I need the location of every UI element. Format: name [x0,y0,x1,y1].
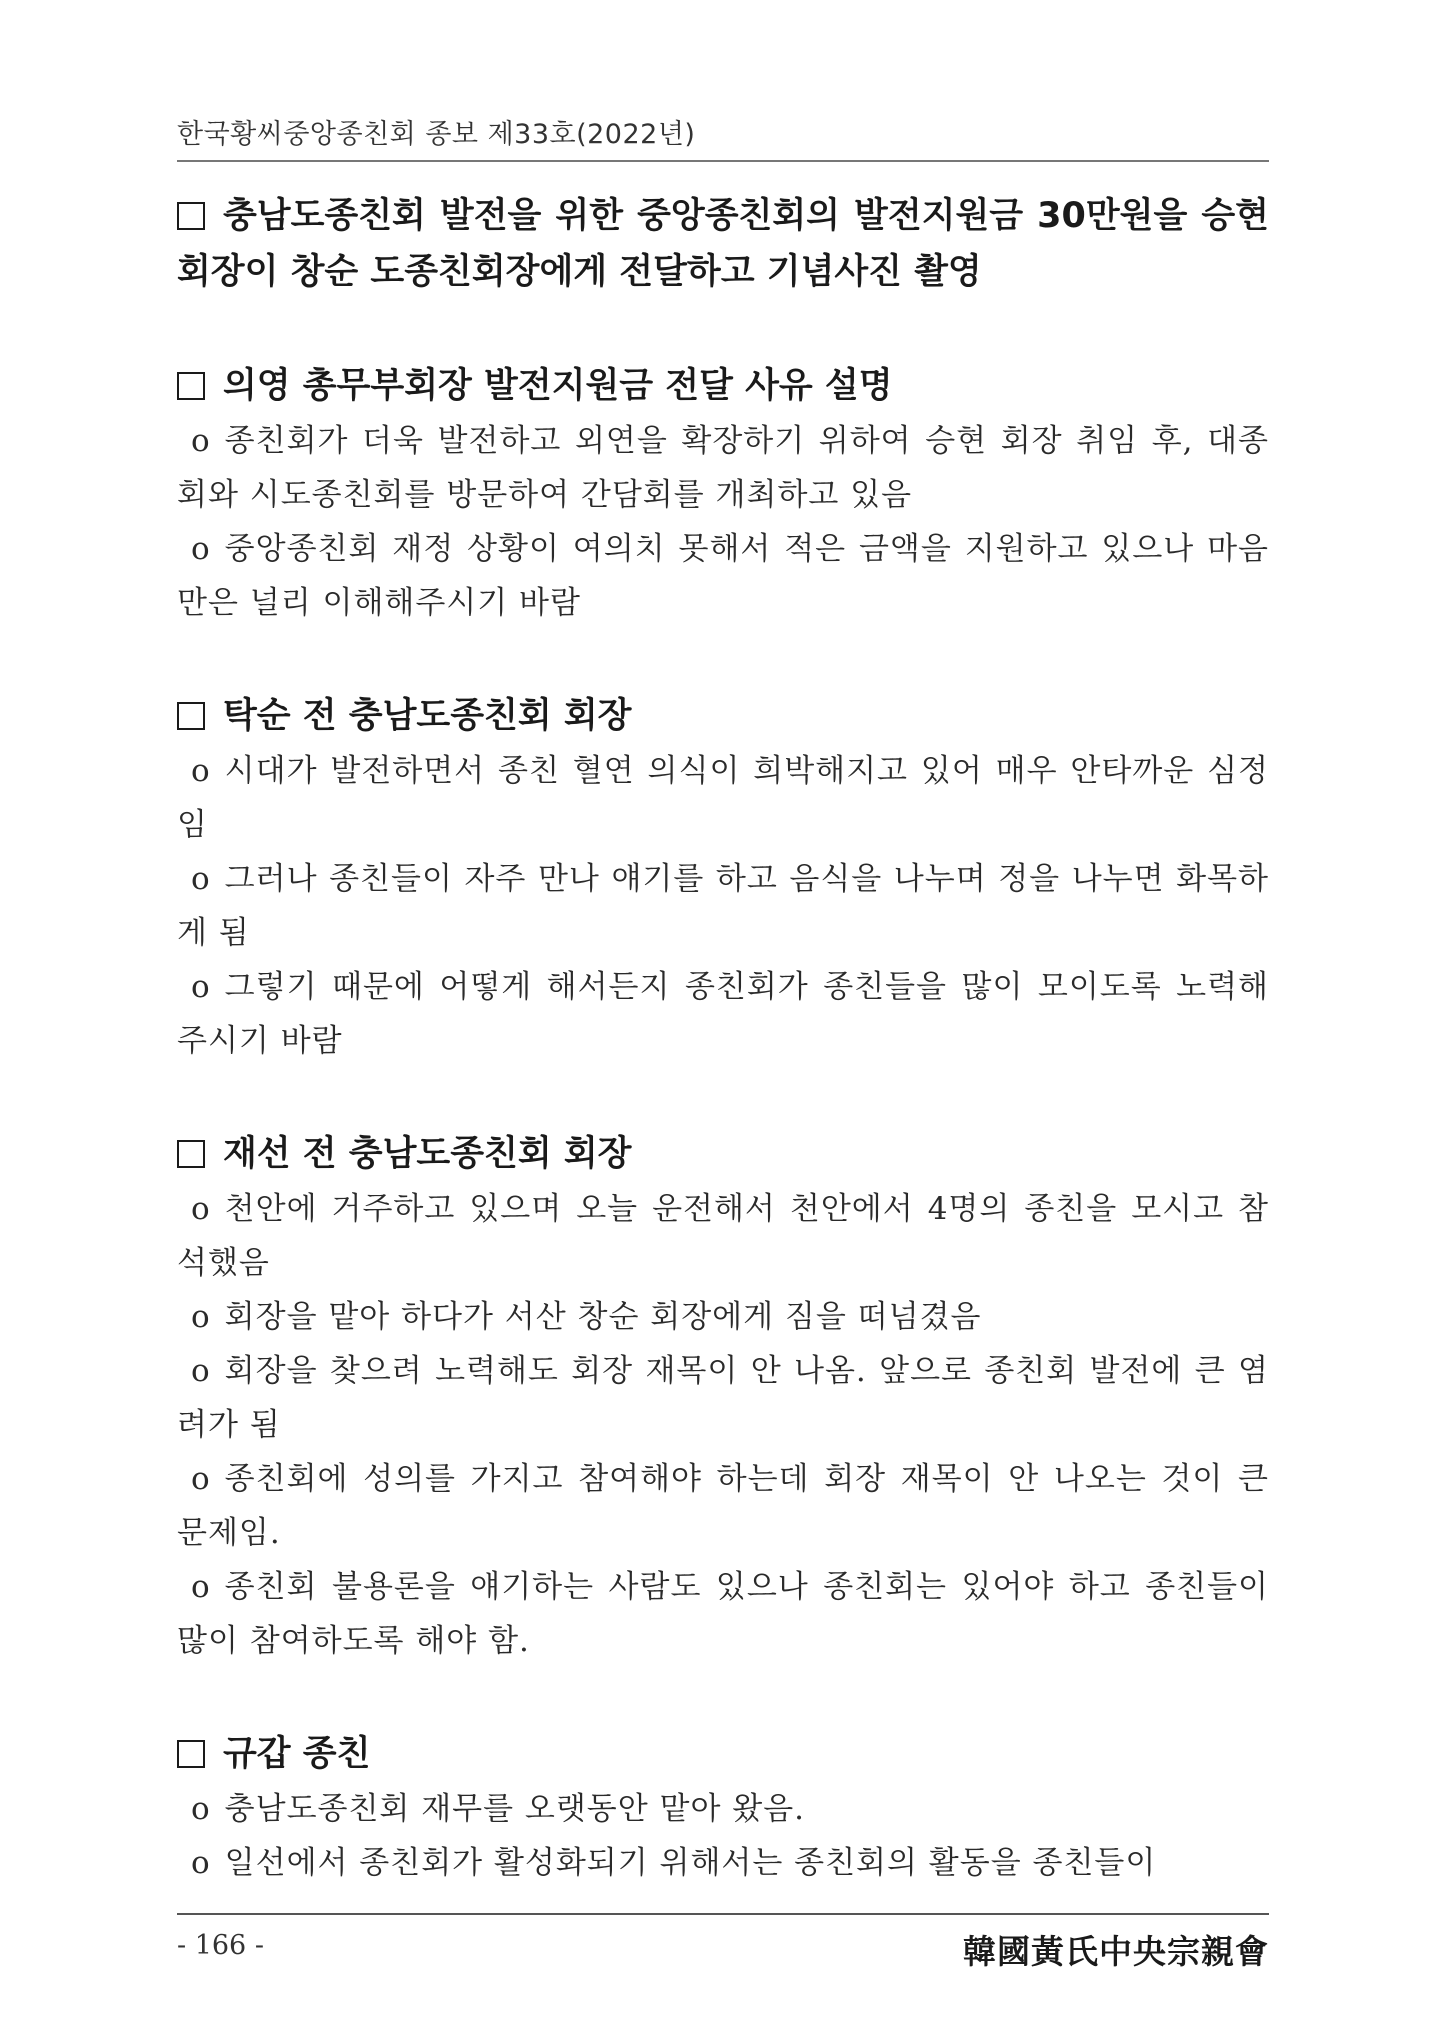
section-heading-text: 의영 총무부회장 발전지원금 전달 사유 설명 [223,366,893,406]
checkbox-square-icon [177,372,205,400]
bullet-icon: o [191,969,211,1005]
list-item-text: 종친회가 더욱 발전하고 외연을 확장하기 위하여 승현 회장 취임 후, 대종회와 시도종친회를 방문하여 간담회를 개최하고 있음 [177,423,1269,513]
section-heading [177,688,1269,744]
list-item [177,1344,1269,1452]
list-item [177,522,1269,630]
bullet-icon: o [191,423,211,459]
running-header: 한국황씨중앙종친회 종보 제33호(2022년) [177,119,696,150]
list-item-text: 회장을 찾으려 노력해도 회장 재목이 안 나옴. 앞으로 종친회 발전에 큰 염려가 됨 [177,1353,1269,1443]
list-item [177,1836,1269,1890]
section-heading-text: 탁순 전 충남도종친회 회장 [223,696,632,736]
section-heading [177,188,1269,300]
list-item [177,960,1269,1068]
list-item-text: 그렇기 때문에 어떻게 해서든지 종친회가 종친들을 많이 모이도록 노력해 주시기 바람 [177,969,1269,1059]
bullet-icon: o [191,1845,211,1881]
checkbox-square-icon [177,1740,205,1768]
bullet-icon: o [191,1353,211,1389]
bullet-icon: o [191,1569,211,1605]
organization-logo-text: 韓國黃氏中央宗親會 [963,1932,1269,1971]
bullet-icon: o [191,1191,211,1227]
document-body [177,188,1269,1890]
bullet-icon: o [191,531,211,567]
list-item [177,744,1269,852]
section-heading [177,358,1269,414]
bullet-icon: o [191,1299,211,1335]
section-heading [177,1726,1269,1782]
bullet-icon: o [191,753,211,789]
section-heading [177,1126,1269,1182]
spacer [177,300,1269,358]
section-heading-text: 규갑 종친 [223,1734,371,1774]
list-item [177,852,1269,960]
list-item-text: 시대가 발전하면서 종친 혈연 의식이 희박해지고 있어 매우 안타까운 심정임 [177,753,1269,843]
list-item-text: 천안에 거주하고 있으며 오늘 운전해서 천안에서 4명의 종친을 모시고 참석했음 [177,1191,1269,1281]
spacer [177,630,1269,688]
spacer [177,1668,1269,1726]
bullet-icon: o [191,1791,211,1827]
list-item [177,414,1269,522]
list-item-text: 중앙종친회 재정 상황이 여의치 못해서 적은 금액을 지원하고 있으나 마음만은 널리 이해해주시기 바람 [177,531,1269,621]
bullet-icon: o [191,1461,211,1497]
checkbox-square-icon [177,702,205,730]
checkbox-square-icon [177,1140,205,1168]
list-item [177,1560,1269,1668]
list-item-text: 그러나 종친들이 자주 만나 얘기를 하고 음식을 나누며 정을 나누면 화목하게 됨 [177,861,1269,951]
list-item-text: 종친회 불용론을 얘기하는 사람도 있으나 종친회는 있어야 하고 종친들이 많이 참여하도록 해야 함. [177,1569,1269,1659]
footer-divider [177,1913,1269,1915]
list-item-text: 일선에서 종친회가 활성화되기 위해서는 종친회의 활동을 종친들이 [224,1845,1157,1881]
list-item-text: 충남도종친회 재무를 오랫동안 맡아 왔음. [224,1791,806,1827]
list-item [177,1782,1269,1836]
list-item [177,1452,1269,1560]
bullet-icon: o [191,861,211,897]
section-heading-text: 충남도종친회 발전을 위한 중앙종친회의 발전지원금 30만원을 승현 회장이 창순 도종친회장에게 전달하고 기념사진 촬영 [177,196,1269,292]
list-item [177,1290,1269,1344]
list-item-text: 종친회에 성의를 가지고 참여해야 하는데 회장 재목이 안 나오는 것이 큰 문제임. [177,1461,1269,1551]
list-item [177,1182,1269,1290]
spacer [177,1068,1269,1126]
checkbox-square-icon [177,202,205,230]
section-heading-text: 재선 전 충남도종친회 회장 [223,1134,632,1174]
list-item-text: 회장을 맡아 하다가 서산 창순 회장에게 짐을 떠넘겼음 [224,1299,982,1335]
page-number: - 166 - [177,1930,264,1961]
header-divider [177,160,1269,162]
